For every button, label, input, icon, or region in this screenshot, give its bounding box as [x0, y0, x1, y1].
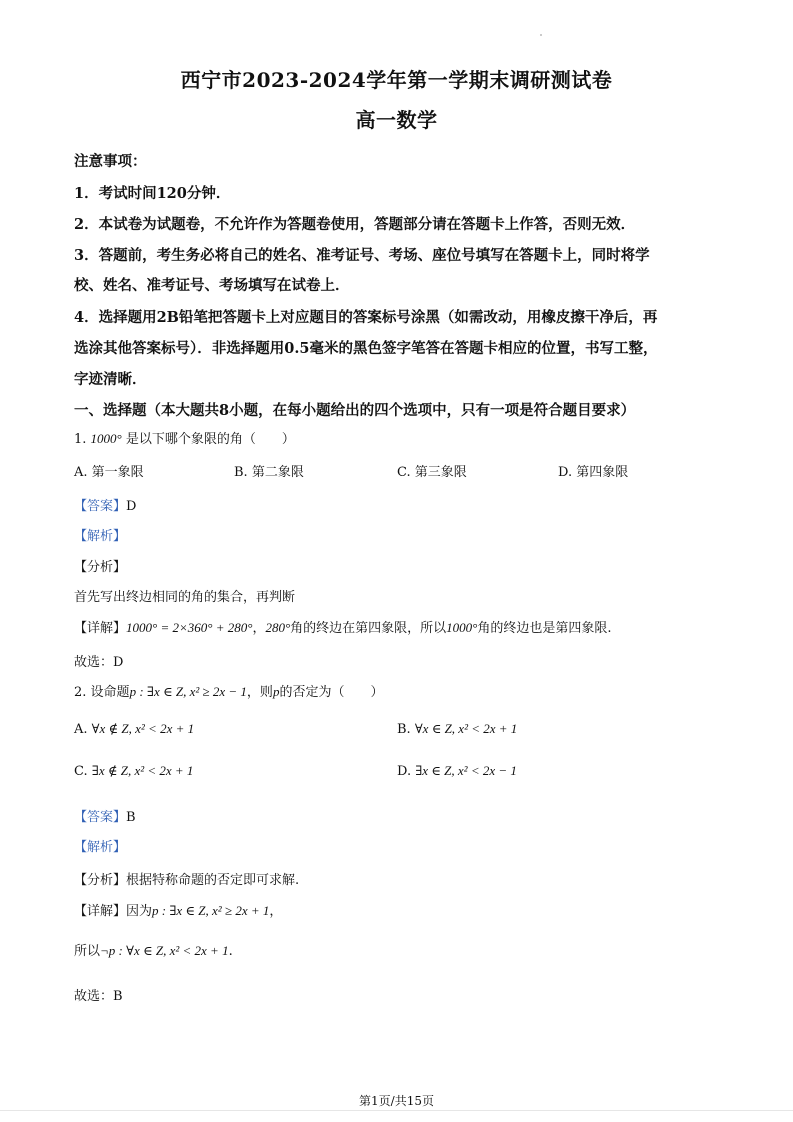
bottom-rule — [0, 1110, 793, 1111]
q2-stem-mid: ，则 — [246, 685, 273, 700]
section-heading: 一、选择题（本大题共8小题，在每小题给出的四个选项中，只有一项是符合题目要求） — [74, 402, 636, 419]
page-number: 第1页/共15页 — [359, 1094, 434, 1108]
q2-number: 2. — [74, 685, 87, 700]
q1-answer-value: D — [126, 499, 137, 514]
q1-analysis-tag: 【解析】 — [74, 529, 127, 544]
q2-detail-expr: p : ∃x ∈ Z, x² ≥ 2x + 1 — [152, 903, 270, 918]
q1-detail-expr2: 280° — [265, 620, 291, 635]
q2-option-b-expr: ∀x ∈ Z, x² < 2x + 1 — [414, 721, 518, 736]
q2-detail — [74, 900, 282, 919]
q1-option-d: D. 第四象限 — [558, 465, 629, 480]
q1-answer-tag: 【答案】 — [74, 499, 127, 514]
notice-item-2: 2．本试卷为试题卷，不允许作为答题卷使用，答题部分请在答题卡上作答，否则无效． — [74, 216, 636, 233]
q1-detail-text1: 角的终边在第四象限，所以 — [290, 621, 447, 636]
q2-option-a-expr: ∀x ∉ Z, x² < 2x + 1 — [91, 721, 195, 736]
q2-so-expr: ¬p : ∀x ∈ Z, x² < 2x + 1 — [100, 943, 229, 958]
q2-stem — [74, 681, 383, 700]
q1-detail-expr3: 1000° — [446, 620, 478, 635]
q1-fenxi-tag: 【分析】 — [74, 560, 127, 575]
notice-item-4-end: 字迹清晰． — [74, 371, 147, 388]
exam-title: 西宁市2023-2024学年第一学期末调研测试卷 — [180, 68, 613, 92]
q2-stem-post: 的否定为（ ） — [279, 685, 384, 700]
q1-stem — [74, 428, 295, 447]
q1-detail — [74, 617, 612, 636]
q2-option-c — [74, 763, 193, 779]
q1-option-a: A. 第一象限 — [74, 465, 144, 480]
q2-option-a — [74, 721, 194, 737]
exam-subtitle: 高一数学 — [355, 108, 438, 132]
q2-stem-p: p — [272, 684, 280, 699]
q2-fenxi-text: 根据特称命题的否定即可求解. — [126, 873, 300, 888]
q1-detail-tag: 【详解】 — [74, 621, 127, 636]
q1-detail-expr1: 1000° = 2×360° + 280° — [126, 620, 253, 635]
notice-item-4: 4．选择题用2B铅笔把答题卡上对应题目的答案标号涂黑（如需改动，用橡皮擦干净后，再 — [74, 309, 658, 326]
q1-option-c: C. 第三象限 — [397, 465, 467, 480]
q2-analysis-tag: 【解析】 — [74, 840, 127, 855]
q2-option-c-expr: ∃x ∉ Z, x² < 2x + 1 — [91, 763, 194, 778]
notice-item-3-cont: 校、姓名、准考证号、考场填写在试卷上． — [74, 277, 350, 294]
q2-answer-tag: 【答案】 — [74, 810, 127, 825]
q1-expr: 1000° — [90, 431, 122, 446]
notice-item-1: 1．考试时间120分钟． — [74, 185, 231, 202]
q1-conclusion: 故选：D — [74, 655, 124, 670]
q2-fenxi-tag: 【分析】 — [74, 873, 127, 888]
q1-answer — [74, 495, 136, 514]
q2-stem-expr: p : ∃x ∈ Z, x² ≥ 2x − 1 — [129, 684, 247, 699]
q2-option-b-letter: B. — [397, 722, 411, 737]
q2-option-a-letter: A. — [74, 722, 88, 737]
q2-option-b — [397, 721, 517, 737]
notice-heading: 注意事项： — [74, 153, 147, 170]
q2-option-d-expr: ∃x ∈ Z, x² < 2x − 1 — [415, 763, 517, 778]
q2-answer — [74, 806, 136, 825]
q1-detail-mid: ， — [252, 621, 266, 636]
q2-option-d — [397, 763, 517, 779]
q2-detail-tag: 【详解】 — [74, 904, 127, 919]
q2-answer-value: B — [126, 810, 136, 825]
q2-conclusion: 故选：B — [74, 989, 123, 1004]
q2-so-post: . — [228, 944, 233, 959]
q2-option-c-letter: C. — [74, 764, 88, 779]
q2-detail-post: ， — [269, 904, 283, 919]
q1-option-b: B. 第二象限 — [234, 465, 304, 480]
q1-fenxi-text: 首先写出终边相同的角的集合，再判断 — [74, 590, 296, 605]
q1-detail-text2: 角的终边也是第四象限. — [477, 621, 612, 636]
q2-fenxi — [74, 869, 299, 888]
q2-detail-pre: 因为 — [126, 904, 153, 919]
q2-stem-pre: 设命题 — [90, 685, 130, 700]
notice-item-4-cont: 选涂其他答案标号）．非选择题用0.5毫米的黑色签字笔答在答题卡相应的位置，书写工整， — [74, 340, 658, 357]
scan-dot — [540, 34, 542, 36]
q2-option-d-letter: D. — [397, 764, 412, 779]
q1-stem-text: 是以下哪个象限的角（ ） — [125, 432, 295, 447]
q2-so-pre: 所以 — [74, 944, 101, 959]
q2-so — [74, 940, 233, 959]
q1-number: 1. — [74, 432, 87, 447]
notice-item-3: 3．答题前，考生务必将自己的姓名、准考证号、考场、座位号填写在答题卡上，同时将学 — [74, 247, 650, 264]
